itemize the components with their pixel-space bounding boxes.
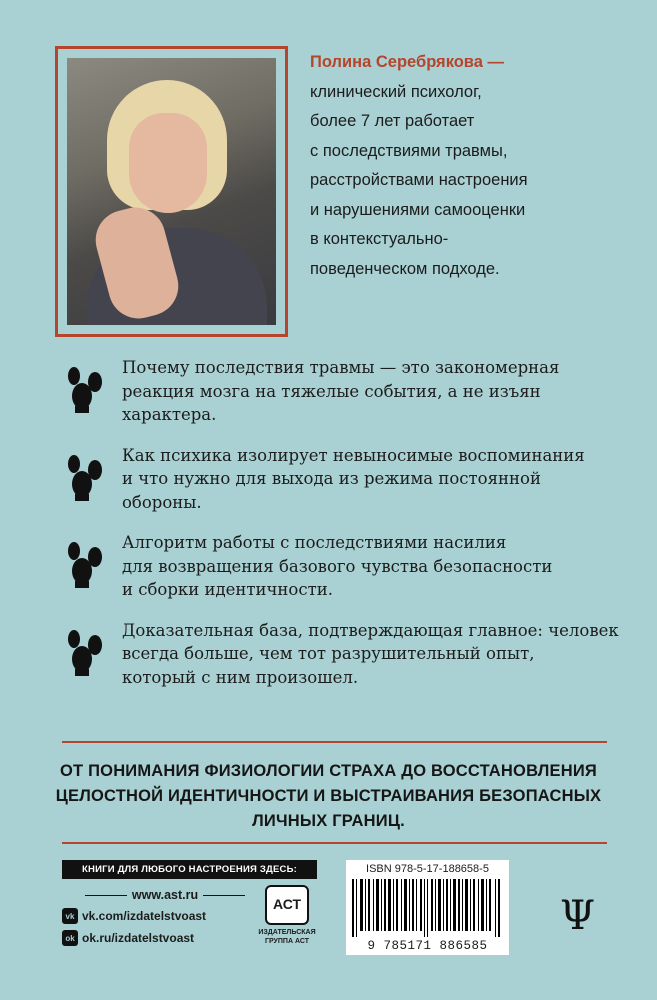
list-item [62, 619, 622, 690]
tagline-line: ЦЕЛОСТНОЙ ИДЕНТИЧНОСТИ И ВЫСТРАИВАНИЯ БЕЗОПАСНЫХ [55, 787, 602, 805]
list-item-line: реакция мозга на тяжелые события, а не изъян [122, 381, 541, 401]
cactus-icon [62, 450, 106, 502]
list-item-line: который с ним произошел. [122, 667, 359, 687]
divider-bottom [62, 842, 607, 844]
author-bio [310, 48, 630, 284]
list-item [62, 444, 622, 515]
bio-line: клинический психолог, [310, 82, 482, 101]
author-name: Полина Серебрякова — [310, 53, 504, 71]
feature-list [62, 356, 622, 706]
list-item-line: Почему последствия травмы — это закономерная [122, 358, 560, 377]
ok-icon: ok [62, 930, 78, 946]
series-psi-icon: Ψ [560, 893, 596, 939]
cactus-icon [62, 362, 106, 414]
list-item-line: обороны. [122, 492, 202, 512]
tagline [40, 759, 617, 834]
bio-line: с последствиями травмы, [310, 141, 508, 160]
list-item-line: всегда больше, чем тот разрушительный опыт, [122, 644, 535, 663]
bio-line: поведенческом подходе. [310, 259, 500, 278]
barcode-digits: 9 785171 886585 [367, 939, 488, 953]
tagline-line: ОТ ПОНИМАНИЯ ФИЗИОЛОГИИ СТРАХА ДО ВОССТАНОВЛЕНИЯ [60, 762, 597, 780]
list-item-line: для возвращения базового чувства безопасности [122, 556, 553, 576]
list-item-line: характера. [122, 405, 217, 424]
publisher-logo-mark: АСТ [265, 885, 309, 925]
list-item-line: и сборки идентичности. [122, 580, 333, 599]
isbn-text: ISBN 978-5-17-188658-5 [366, 863, 489, 875]
vk-link-label: vk.com/izdatelstvoast [82, 909, 207, 923]
barcode-bars [352, 879, 503, 937]
list-item-line: Доказательная база, подтверждающая главное: человек [122, 620, 619, 640]
divider-top [62, 741, 607, 743]
bio-line: расстройствами настроения [310, 171, 528, 189]
vk-icon: vk [62, 908, 78, 924]
bio-line: более 7 лет работает [310, 112, 475, 130]
list-item-line: Алгоритм работы с последствиями насилия [122, 533, 507, 552]
author-photo [67, 58, 276, 325]
links-header: КНИГИ ДЛЯ ЛЮБОГО НАСТРОЕНИЯ ЗДЕСЬ: [62, 860, 317, 879]
cactus-icon [62, 537, 106, 589]
barcode [346, 860, 509, 955]
website-link-label: www.ast.ru [131, 888, 199, 902]
tagline-line: ЛИЧНЫХ ГРАНИЦ. [252, 812, 405, 830]
cactus-icon [62, 625, 106, 677]
list-item [62, 531, 622, 602]
publisher-caption: ИЗДАТЕЛЬСКАЯ [258, 929, 316, 936]
ok-link-label: ok.ru/izdatelstvoast [82, 931, 195, 945]
list-item-line: и что нужно для выхода из режима постоянной [122, 469, 541, 488]
bio-line: и нарушениями самооценки [310, 200, 526, 219]
bio-line: в контекстуально- [310, 230, 449, 248]
website-link[interactable] [85, 888, 245, 902]
publisher-logo [252, 885, 322, 946]
list-item [62, 356, 622, 427]
author-photo-frame [55, 46, 288, 337]
publisher-caption: ГРУППА АСТ [265, 938, 309, 945]
list-item-line: Как психика изолирует невыносимые воспоминания [122, 445, 585, 465]
